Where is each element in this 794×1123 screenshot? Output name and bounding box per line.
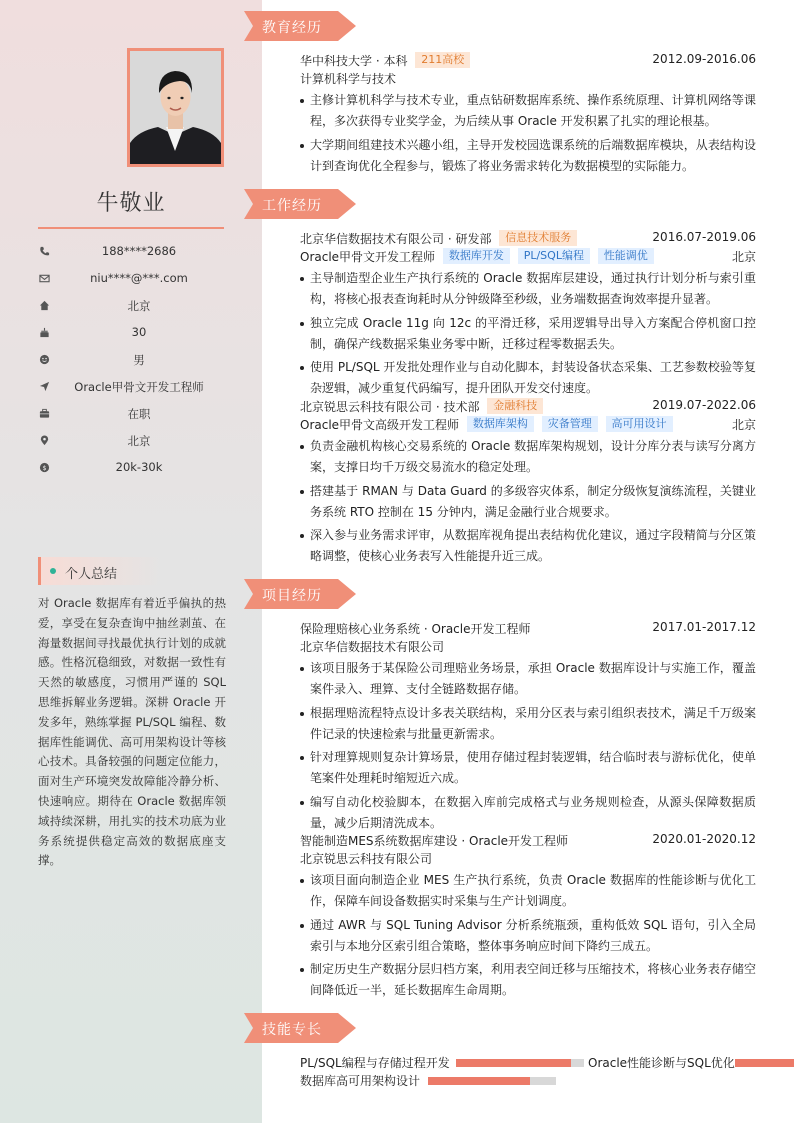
list-item: 通过 AWR 与 SQL Tuning Advisor 分析系统瓶颈，重构低效 SQL 语句，引入全局索引与本地分区索引组合策略，整体事务响应时间下降约三成五。 [300, 915, 756, 958]
list-item: 编写自动化校验脚本，在数据入库前完成格式与业务规则检查，从源头保障数据质量，减少后期清洗成本。 [300, 792, 756, 835]
mail-icon [38, 272, 50, 284]
industry-tag: 金融科技 [487, 398, 543, 414]
candidate-name: 牛敬业 [96, 191, 166, 216]
info-row-location [38, 429, 224, 456]
section-tab-work [244, 189, 356, 219]
skill-name: Oracle性能诊断与SQL优化 [588, 1056, 735, 1070]
project-date: 2017.01-2017.12 [652, 620, 756, 634]
gender-value: 男 [133, 353, 145, 367]
work-bullets [300, 436, 756, 568]
list-item: 针对理算规则复杂计算场景，使用存储过程封装逻辑，结合临时表与游标优化，使单笔案件处理耗时缩短近六成。 [300, 747, 756, 790]
info-row-salary [38, 456, 224, 483]
project-block-1 [300, 620, 756, 834]
skills-row-2 [300, 1072, 560, 1090]
summary-text: 对 Oracle 数据库有着近乎偏执的热爱，享受在复杂查询中抽丝剥茧、在海量数据间寻找最优执行计划的成就感。性格沉稳细致，对数据一致性有天然的敏感度，习惯用严谨的 SQL 思维拆解业务逻辑。深耕 Oracle 开发多年，熟练掌握 PL/SQL 编程、数据库性能调优、高可用架构设计等核心技术。具备较强的问题定位能力，面对生产环境突发故障能冷静分析、快速响应。期待在 Oracle 数据库领域持续深耕，用扎实的技术功底为业务系统提供稳定高效的数据底座支撑。 [38, 596, 226, 868]
work-title-row [300, 416, 756, 434]
briefcase-icon [38, 407, 50, 419]
skill-bar [428, 1077, 556, 1085]
work-company: 北京华信数据技术有限公司 · 研发部 [300, 232, 492, 246]
list-item: 该项目服务于某保险公司理赔业务场景，承担 Oracle 数据库设计与实施工作，覆盖案件录入、理算、支付全链路数据存储。 [300, 658, 756, 701]
project-bullets [300, 658, 756, 834]
school-tag: 211高校 [415, 52, 470, 68]
skill-bar [735, 1059, 794, 1067]
status-value: 在职 [127, 407, 151, 421]
project-bullets [300, 870, 756, 1002]
email-value: niu****@***.com [90, 271, 188, 285]
summary-dot-icon [50, 568, 56, 574]
personal-info-list [38, 240, 224, 483]
section-title-skills: 技能专长 [262, 1022, 322, 1038]
list-item: 该项目面向制造企业 MES 生产执行系统，负责 Oracle 数据库的性能诊断与优化工作，保障车间设备数据实时采集与生产计划调度。 [300, 870, 756, 913]
list-item: 主导制造型企业生产执行系统的 Oracle 数据库层建设，通过执行计划分析与索引重构，将核心报表查询耗时从分钟级降至秒级，业务端数据查询效率提升显著。 [300, 268, 756, 311]
skill-tag: PL/SQL编程 [518, 248, 590, 264]
skill-bar-fill [456, 1059, 571, 1067]
face-icon [38, 353, 50, 365]
skills-row-1 [300, 1054, 794, 1072]
work-city: 北京 [731, 250, 756, 264]
phone-icon [38, 245, 50, 257]
work-header [300, 230, 756, 248]
list-item: 制定历史生产数据分层归档方案，利用表空间迁移与压缩技术，将核心业务表存储空间降低近一半，延长数据库生命周期。 [300, 959, 756, 1002]
work-bullets [300, 268, 756, 400]
work-date: 2016.07-2019.06 [652, 230, 756, 244]
project-name: 保险理赔核心业务系统 · Oracle开发工程师 [300, 622, 531, 636]
work-title: Oracle甲骨文高级开发工程师 [300, 418, 460, 432]
salary-value: 20k-30k [115, 460, 163, 474]
project-company: 北京华信数据技术有限公司 [300, 640, 445, 654]
work-block-1 [300, 230, 756, 400]
send-icon [38, 380, 50, 392]
age-value: 30 [131, 325, 147, 339]
work-block-2 [300, 398, 756, 568]
education-bullets [300, 90, 756, 177]
section-tab-projects [244, 579, 356, 609]
education-header [300, 52, 756, 70]
info-row-email [38, 267, 224, 294]
money-icon [38, 461, 50, 473]
skill-tag: 性能调优 [598, 248, 654, 264]
project-block-2 [300, 832, 756, 1002]
list-item: 负责金融机构核心交易系统的 Oracle 数据库架构规划，设计分库分表与读写分离方案，支撑日均千万级交易流水的稳定处理。 [300, 436, 756, 479]
list-item: 深入参与业务需求评审，从数据库视角提出表结构优化建议，通过字段精简与分区策略调整，使核心业务表写入性能提升近三成。 [300, 525, 756, 568]
city-value: 北京 [127, 299, 151, 313]
info-row-gender [38, 348, 224, 375]
section-tab-education [244, 11, 356, 41]
location-value: 北京 [127, 434, 151, 448]
list-item: 独立完成 Oracle 11g 向 12c 的平滑迁移，采用逻辑导出导入方案配合停机窗口控制，确保产线数据采集业务零中断，迁移过程零数据丢失。 [300, 313, 756, 356]
list-item: 根据理赔流程特点设计多表关联结构，采用分区表与索引组织表技术，满足千万级案件记录的快速检索与批量更新需求。 [300, 703, 756, 746]
section-title-education: 教育经历 [262, 20, 322, 36]
list-item: 搭建基于 RMAN 与 Data Guard 的多级容灾体系，制定分级恢复演练流程，关键业务系统 RTO 控制在 15 分钟内，满足金融行业合规要求。 [300, 481, 756, 524]
project-company: 北京锐思云科技有限公司 [300, 852, 433, 866]
education-major: 计算机科学与技术 [300, 72, 397, 86]
work-title-row [300, 248, 756, 266]
list-item: 主修计算机科学与技术专业，重点钻研数据库系统、操作系统原理、计算机网络等课程，多次获得专业奖学金，为后续从事 Oracle 开发积累了扎实的理论根基。 [300, 90, 756, 133]
school-name: 华中科技大学 · 本科 [300, 54, 408, 68]
skill-bar-fill [735, 1059, 794, 1067]
work-title: Oracle甲骨文开发工程师 [300, 250, 436, 264]
skill-bar [456, 1059, 584, 1067]
skill-tag: 数据库架构 [467, 416, 534, 432]
education-block [300, 52, 756, 177]
section-tab-skills [244, 1013, 356, 1043]
project-name: 智能制造MES系统数据库建设 · Oracle开发工程师 [300, 834, 569, 848]
phone-value: 188****2686 [101, 244, 177, 258]
home-icon [38, 299, 50, 311]
svg-text:$: $ [41, 463, 47, 472]
project-header [300, 832, 756, 850]
work-date: 2019.07-2022.06 [652, 398, 756, 412]
list-item: 大学期间组建技术兴趣小组，主导开发校园选课系统的后端数据库模块，从表结构设计到查询优化全程参与，锻炼了将业务需求转化为数据模型的实际能力。 [300, 135, 756, 178]
skill-tag: 数据库开发 [443, 248, 510, 264]
name-divider [38, 227, 224, 229]
work-header [300, 398, 756, 416]
info-row-age [38, 321, 224, 348]
section-title-projects: 项目经历 [262, 588, 322, 604]
list-item: 使用 PL/SQL 开发批处理作业与自动化脚本，封装设备状态采集、工艺参数校验等复杂逻辑，减少重复代码编写，提升团队开发交付速度。 [300, 357, 756, 400]
industry-tag: 信息技术服务 [499, 230, 577, 246]
info-row-city [38, 294, 224, 321]
work-company: 北京锐思云科技有限公司 · 技术部 [300, 400, 480, 414]
summary-title: 个人总结 [65, 567, 118, 582]
project-date: 2020.01-2020.12 [652, 832, 756, 846]
project-header [300, 620, 756, 638]
summary-heading [38, 557, 162, 585]
info-row-position [38, 375, 224, 402]
position-value: Oracle甲骨文开发工程师 [74, 380, 204, 394]
skill-tag: 灾备管理 [542, 416, 598, 432]
skill-bar-fill [428, 1077, 530, 1085]
info-row-status [38, 402, 224, 429]
info-row-phone [38, 240, 224, 267]
location-icon [38, 434, 50, 446]
work-city: 北京 [731, 418, 756, 432]
education-date: 2012.09-2016.06 [652, 52, 756, 66]
skill-name: 数据库高可用架构设计 [300, 1074, 421, 1088]
skill-name: PL/SQL编程与存储过程开发 [300, 1056, 450, 1070]
skill-tag: 高可用设计 [606, 416, 673, 432]
cake-icon [38, 326, 50, 338]
avatar [127, 48, 224, 167]
section-title-work: 工作经历 [262, 198, 322, 214]
